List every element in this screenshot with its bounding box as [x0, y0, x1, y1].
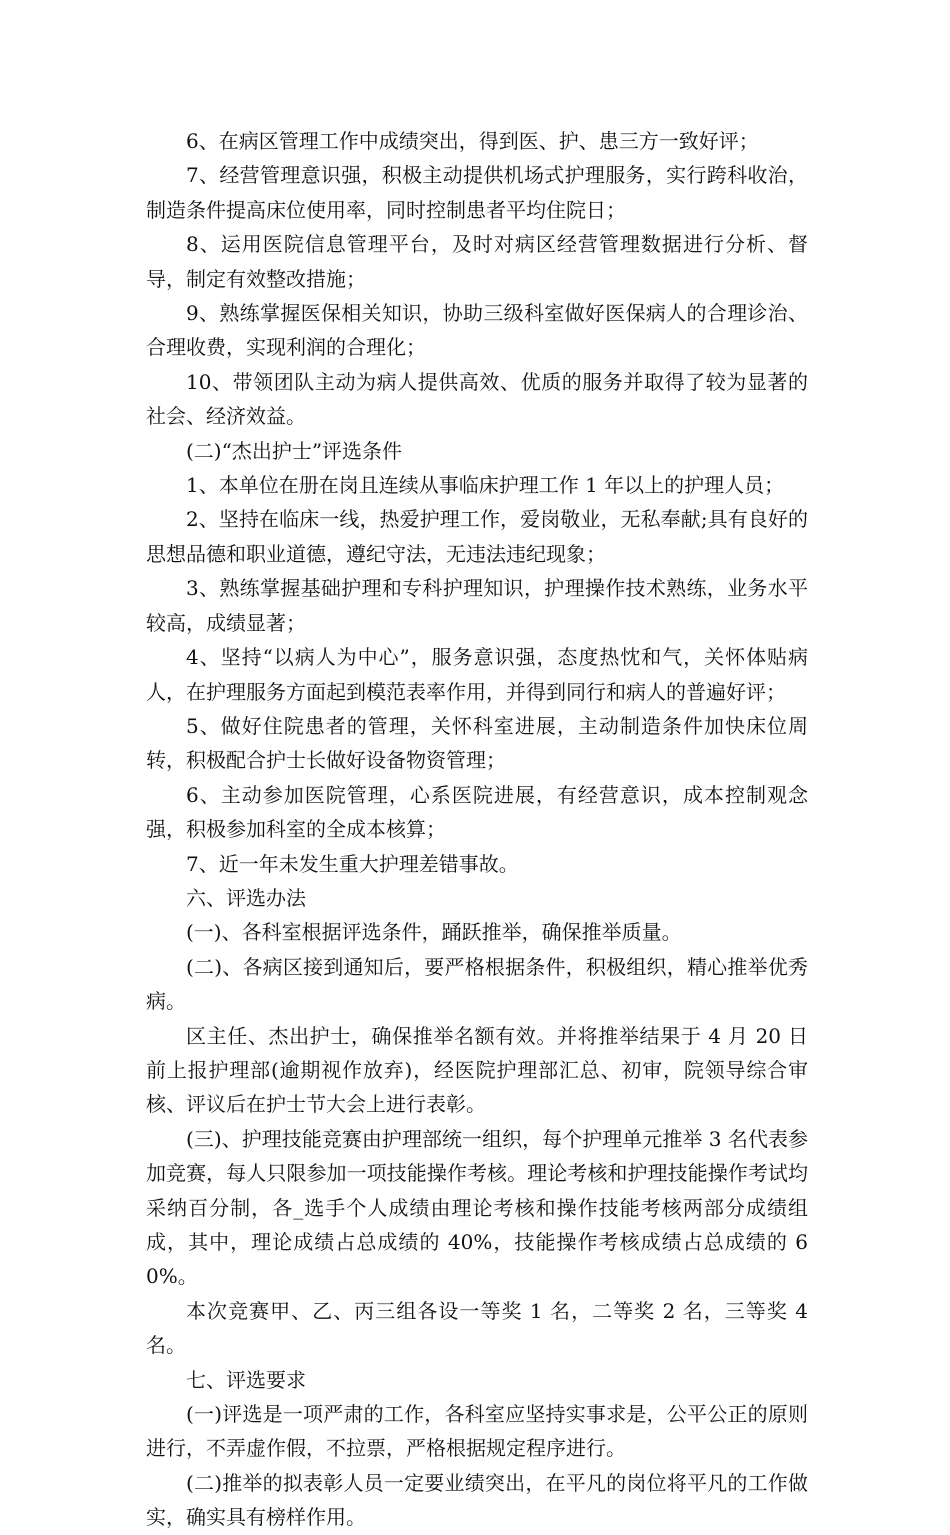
paragraph: 3、熟练掌握基础护理和专科护理知识，护理操作技术熟练，业务水平较高，成绩显著；: [146, 576, 808, 635]
paragraph: 2、坚持在临床一线，热爱护理工作，爱岗敬业，无私奉献;具有良好的思想品德和职业道德，遵纪守法，无违法违纪现象；: [146, 507, 808, 566]
paragraph: (二)推举的拟表彰人员一定要业绩突出，在平凡的岗位将平凡的工作做实，确实具有榜样作用。: [146, 1470, 808, 1530]
paragraph: 区主任、杰出护士，确保推举名额有效。并将推举结果于 4 月 20 日前上报护理部(逾期视作放弃)，经医院护理部汇总、初审，院领导综合审核、评议后在护士节大会上进行表彰。: [146, 1023, 808, 1117]
paragraph: (一)、各科室根据评选条件，踊跃推举，确保推举质量。: [186, 920, 682, 945]
paragraph: 5、做好住院患者的管理，关怀科室进展，主动制造条件加快床位周转，积极配合护士长做好设备物资管理；: [146, 713, 808, 773]
paragraph: 9、熟练掌握医保相关知识，协助三级科室做好医保病人的合理诊治、合理收费，实现利润的合理化；: [146, 301, 808, 360]
paragraph: 1、本单位在册在岗且连续从事临床护理工作 1 年以上的护理人员；: [186, 473, 785, 498]
paragraph: (二)、各病区接到通知后，要严格根据条件，积极组织，精心推举优秀病。: [146, 954, 808, 1014]
paragraph: 6、主动参加医院管理，心系医院进展，有经营意识，成本控制观念强，积极参加科室的全成本核算；: [146, 782, 808, 842]
document-body: [146, 124, 808, 1535]
section-heading: 六、评选办法: [186, 885, 306, 910]
paragraph: 10、带领团队主动为病人提供高效、优质的服务并取得了较为显著的社会、经济效益。: [146, 369, 808, 429]
paragraph: 7、经营管理意识强，积极主动提供机场式护理服务，实行跨科收治，制造条件提高床位使用率，同时控制患者平均住院日；: [146, 163, 808, 222]
paragraph: 6、在病区管理工作中成绩突出，得到医、护、患三方一致好评；: [186, 129, 759, 153]
paragraph: 4、坚持“以病人为中心”，服务意识强，态度热忱和气，关怀体贴病人，在护理服务方面起到模范表率作用，并得到同行和病人的普遍好评；: [146, 645, 808, 704]
paragraph: 本次竞赛甲、乙、丙三组各设一等奖 1 名，二等奖 2 名，三等奖 4 名。: [146, 1298, 808, 1358]
paragraph: 7、近一年未发生重大护理差错事故。: [186, 851, 519, 876]
section-heading: 七、评选要求: [186, 1367, 306, 1392]
section-heading: (二)“杰出护士”评选条件: [186, 438, 403, 463]
paragraph: (三)、护理技能竞赛由护理部统一组织，每个护理单元推举 3 名代表参加竞赛，每人只限参加一项技能操作考核。理论考核和护理技能操作考试均采纳百分制，各_选手个人成绩由理论考核和操作技能考核两部分成绩组成，其中，理论成绩占总成绩的 40%，技能操作考核成绩占总成绩的 60%。: [146, 1126, 808, 1289]
paragraph: (一)评选是一项严肃的工作，各科室应坚持实事求是，公平公正的原则进行，不弄虚作假，不拉票，严格根据规定程序进行。: [146, 1402, 808, 1461]
paragraph: 8、运用医院信息管理平台，及时对病区经营管理数据进行分析、督导，制定有效整改措施；: [146, 232, 808, 291]
